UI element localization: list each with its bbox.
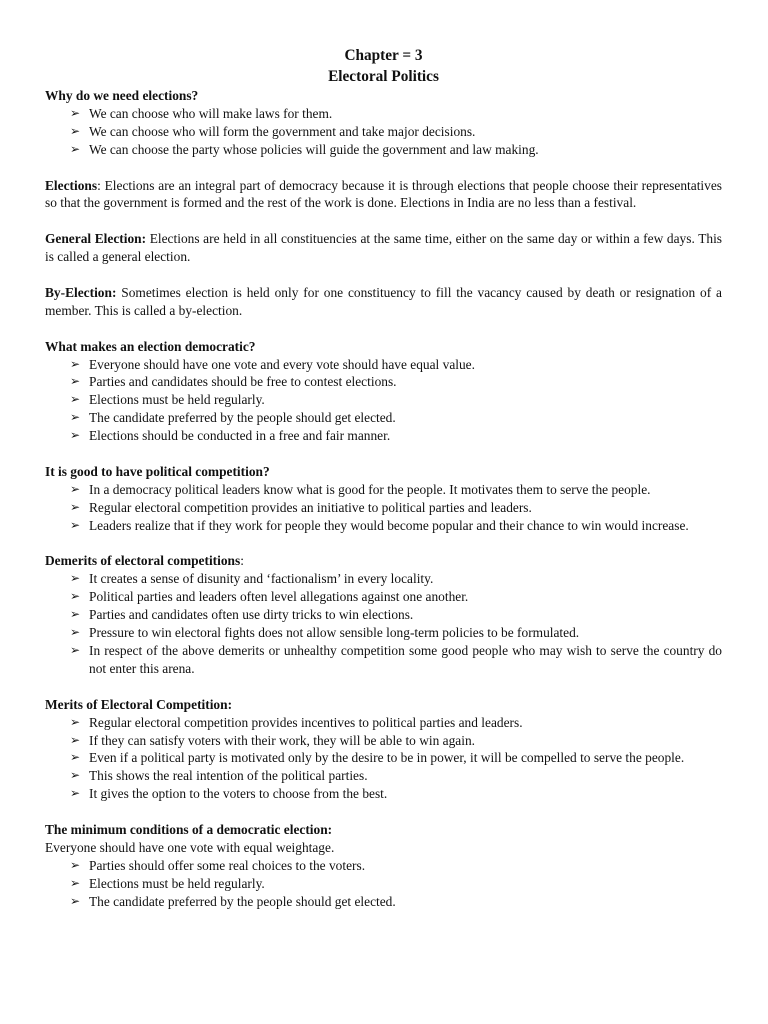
list-item	[45, 893, 722, 911]
arrow-bullet-icon: ➢	[70, 392, 81, 407]
list-item	[45, 409, 722, 427]
list-item-text: In respect of the above demerits or unhealthy competition some good people who may wish to serve the country do not enter this arena.	[89, 643, 722, 676]
list-item-text: Elections should be conducted in a free and fair manner.	[89, 428, 391, 444]
general-election-term: General Election:	[45, 231, 147, 247]
arrow-bullet-icon: ➢	[70, 857, 81, 872]
list-item	[45, 785, 722, 803]
by-election-term: By-Election:	[45, 284, 117, 300]
list-item	[45, 624, 722, 642]
list-item-text: Parties should offer some real choices to the voters.	[89, 857, 366, 873]
section-heading-demerits-line	[45, 552, 722, 570]
by-election-definition	[45, 284, 722, 320]
list-item	[45, 642, 722, 678]
section-heading-merits: Merits of Electoral Competition:	[45, 696, 233, 712]
list-item-text: The candidate preferred by the people should get elected.	[89, 893, 396, 909]
minimum-list	[45, 857, 722, 911]
list-item-text: Leaders realize that if they work for people they would become popular and their chance to win would increase.	[89, 517, 689, 533]
list-item-text: We can choose who will make laws for them.	[89, 105, 333, 121]
list-item	[45, 123, 722, 141]
section-heading-demerits: Demerits of electoral competitions	[45, 553, 241, 569]
arrow-bullet-icon: ➢	[70, 643, 81, 657]
list-item	[45, 517, 722, 535]
list-item	[45, 499, 722, 517]
elections-text: : Elections are an integral part of democracy because it is through elections that people choose their representatives so that the government is formed and the rest of the work is done. Elections in India are no less than a festival.	[45, 177, 722, 211]
section-heading-why-elections: Why do we need elections?	[45, 88, 199, 103]
chapter-title: Electoral Politics	[328, 67, 439, 85]
arrow-bullet-icon: ➢	[70, 750, 81, 765]
arrow-bullet-icon: ➢	[70, 768, 81, 783]
arrow-bullet-icon: ➢	[70, 607, 81, 622]
list-item	[45, 875, 722, 893]
arrow-bullet-icon: ➢	[70, 481, 81, 496]
democratic-list	[45, 356, 722, 446]
by-election-text: Sometimes election is held only for one constituency to fill the vacancy caused by death or resignation of a member. This is called a by-election.	[45, 284, 722, 318]
list-item-text: This shows the real intention of the political parties.	[89, 768, 368, 784]
list-item	[45, 606, 722, 624]
list-item-text: Parties and candidates should be free to contest elections.	[89, 374, 397, 390]
list-item	[45, 427, 722, 445]
list-item-text: Regular electoral competition provides incentives to political parties and leaders.	[89, 714, 523, 730]
section-heading-competition: It is good to have political competition?	[45, 463, 270, 479]
arrow-bullet-icon: ➢	[70, 625, 81, 640]
elections-term: Elections	[45, 177, 98, 193]
list-item	[45, 732, 722, 750]
arrow-bullet-icon: ➢	[70, 517, 81, 532]
list-item	[45, 588, 722, 606]
elections-definition	[45, 177, 722, 213]
arrow-bullet-icon: ➢	[70, 141, 81, 156]
arrow-bullet-icon: ➢	[70, 875, 81, 890]
list-item-text: If they can satisfy voters with their work, they will be able to win again.	[89, 732, 475, 748]
list-item	[45, 749, 722, 767]
list-item-text: Parties and candidates often use dirty tricks to win elections.	[89, 607, 414, 623]
list-item	[45, 570, 722, 588]
list-item	[45, 141, 722, 159]
arrow-bullet-icon: ➢	[70, 374, 81, 389]
demerits-heading-suffix: :	[240, 553, 244, 569]
arrow-bullet-icon: ➢	[70, 589, 81, 604]
why-elections-list	[45, 105, 722, 159]
list-item-text: We can choose the party whose policies will guide the government and law making.	[89, 141, 539, 157]
list-item	[45, 356, 722, 374]
list-item	[45, 373, 722, 391]
general-election-definition	[45, 230, 722, 266]
arrow-bullet-icon: ➢	[70, 428, 81, 443]
section-heading-democratic: What makes an election democratic?	[45, 338, 256, 354]
list-item-text: Elections must be held regularly.	[89, 875, 265, 891]
list-item-text: The candidate preferred by the people should get elected.	[89, 410, 396, 426]
chapter-number: Chapter = 3	[344, 47, 423, 64]
merits-list	[45, 714, 722, 804]
list-item-text: It creates a sense of disunity and ‘factionalism’ in every locality.	[89, 571, 434, 587]
list-item-text: Even if a political party is motivated only by the desire to be in power, it will be compelled to serve the people.	[89, 750, 685, 766]
arrow-bullet-icon: ➢	[70, 893, 81, 908]
arrow-bullet-icon: ➢	[70, 714, 81, 729]
arrow-bullet-icon: ➢	[70, 571, 81, 586]
list-item-text: Elections must be held regularly.	[89, 392, 265, 408]
list-item	[45, 105, 722, 123]
arrow-bullet-icon: ➢	[70, 786, 81, 801]
arrow-bullet-icon: ➢	[70, 410, 81, 425]
list-item	[45, 767, 722, 785]
list-item-text: Political parties and leaders often level allegations against one another.	[89, 589, 469, 605]
list-item	[45, 481, 722, 499]
arrow-bullet-icon: ➢	[70, 499, 81, 514]
demerits-list	[45, 570, 722, 677]
section-heading-minimum: The minimum conditions of a democratic election:	[45, 822, 333, 838]
list-item-text: We can choose who will form the government and take major decisions.	[89, 123, 476, 139]
list-item-text: Pressure to win electoral fights does not allow sensible long-term policies to be formulated.	[89, 625, 580, 641]
list-item	[45, 391, 722, 409]
list-item-text: In a democracy political leaders know what is good for the people. It motivates them to serve the people.	[89, 481, 651, 497]
arrow-bullet-icon: ➢	[70, 105, 81, 120]
minimum-intro: Everyone should have one vote with equal weightage.	[45, 839, 335, 855]
arrow-bullet-icon: ➢	[70, 356, 81, 371]
list-item-text: Regular electoral competition provides an initiative to political parties and leaders.	[89, 499, 532, 515]
arrow-bullet-icon: ➢	[70, 123, 81, 138]
list-item-text: Everyone should have one vote and every vote should have equal value.	[89, 356, 475, 372]
list-item	[45, 857, 722, 875]
list-item	[45, 714, 722, 732]
competition-list	[45, 481, 722, 535]
arrow-bullet-icon: ➢	[70, 732, 81, 747]
general-election-text: Elections are held in all constituencies at the same time, either on the same day or within a few days. This is called a general election.	[45, 231, 722, 265]
list-item-text: It gives the option to the voters to choose from the best.	[89, 786, 388, 802]
